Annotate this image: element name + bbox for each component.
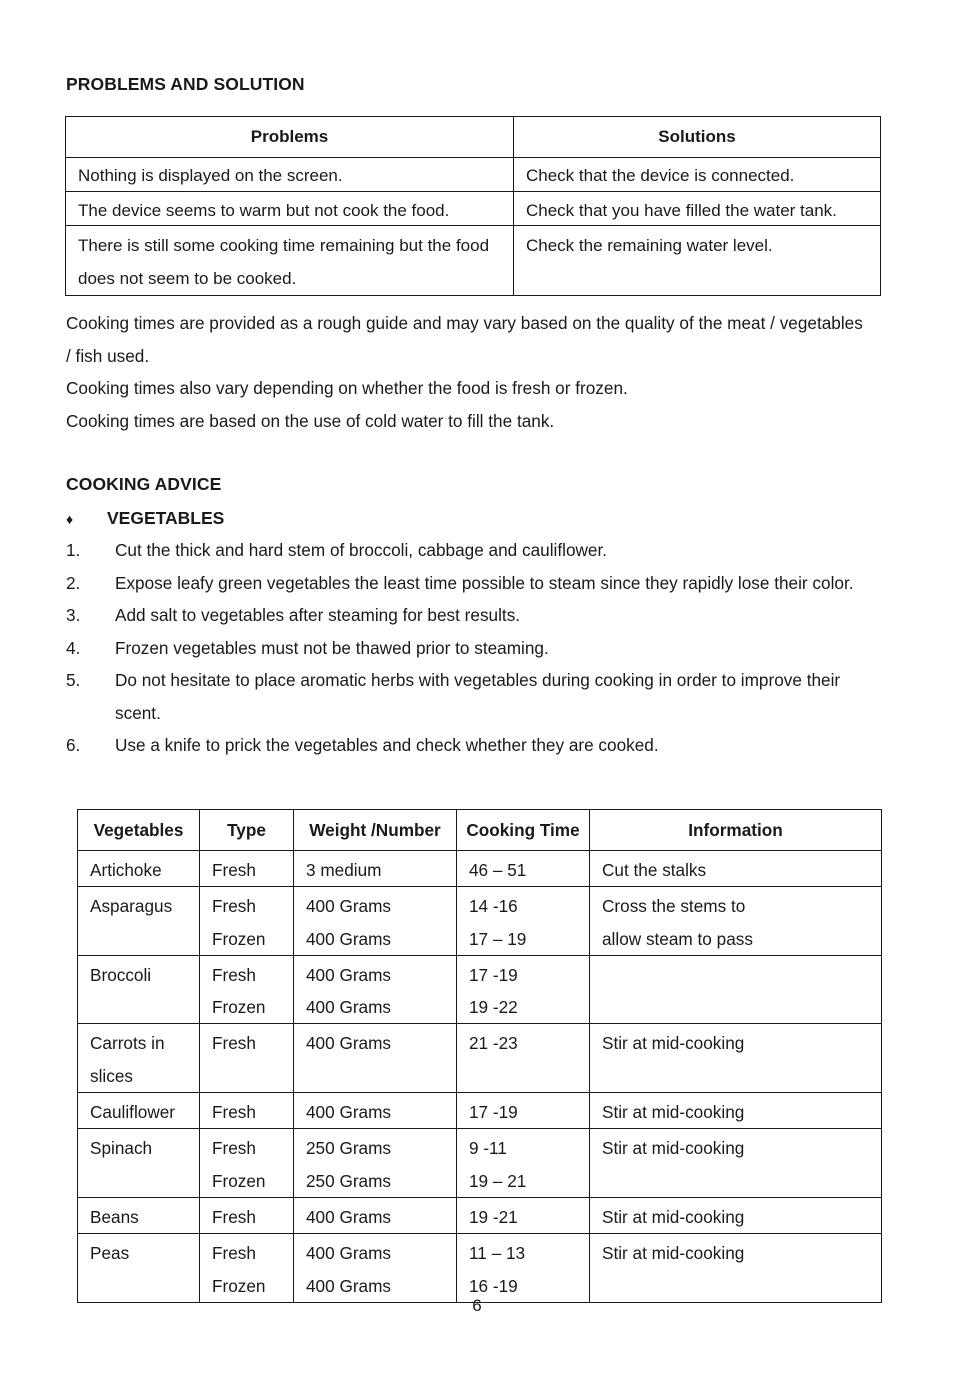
type-cell (200, 955, 294, 1024)
vegetable-cell (78, 1197, 200, 1233)
weight-cell-line: 250 Grams (306, 1138, 392, 1159)
information-cell-line: Cross the stems to (602, 896, 746, 917)
weight-cell (294, 1197, 457, 1233)
cooking-time-cell-line: 17 – 19 (469, 928, 527, 949)
table-row (78, 1197, 882, 1233)
vegetable-cell (78, 1234, 200, 1303)
vegetable-cell-line: Beans (90, 1206, 139, 1227)
information-cell-line: Stir at mid-cooking (602, 1102, 745, 1123)
list-number: 1. (66, 540, 81, 560)
problem-cell: The device seems to warm but not cook the food. (66, 192, 514, 226)
weight-cell (294, 851, 457, 887)
vegetable-cell (78, 851, 200, 887)
weight-cell-line: 400 Grams (306, 896, 392, 917)
intro-line: Cooking times are provided as a rough guide and may vary based on the quality of the meat / vegetables / fish used. (66, 313, 863, 366)
problem-cell: There is still some cooking time remaining but the food does not seem to be cooked. (66, 226, 514, 296)
table-row (78, 851, 882, 887)
list-item (66, 729, 886, 762)
table-row (78, 1024, 882, 1093)
type-cell (200, 1024, 294, 1093)
list-number: 5. (66, 670, 81, 690)
table-row (78, 887, 882, 956)
table-row (78, 1093, 882, 1129)
solution-cell: Check that the device is connected. (514, 158, 881, 192)
weight-cell-line: 400 Grams (306, 1102, 392, 1123)
information-cell (590, 1197, 882, 1233)
cooking-time-cell-line: 21 -23 (469, 1033, 518, 1054)
weight-column-header: Weight /Number (294, 810, 457, 851)
type-cell-line: Fresh (212, 1206, 256, 1227)
table-row (66, 158, 881, 192)
vegetable-cell (78, 955, 200, 1024)
list-text: Cut the thick and hard stem of broccoli, cabbage and cauliflower. (115, 540, 608, 560)
information-cell (590, 1093, 882, 1129)
weight-cell (294, 1024, 457, 1093)
cooking-time-cell (457, 887, 590, 956)
cooking-time-cell (457, 955, 590, 1024)
table-row (66, 192, 881, 226)
weight-cell-line: 400 Grams (306, 964, 392, 985)
list-number: 2. (66, 572, 81, 593)
type-cell-line: Frozen (212, 997, 266, 1018)
type-column-header: Type (200, 810, 294, 851)
information-column-header: Information (590, 810, 882, 851)
type-cell (200, 1093, 294, 1129)
type-cell (200, 887, 294, 956)
vegetable-cell-line: Carrots in (90, 1033, 165, 1054)
list-number: 6. (66, 735, 81, 755)
weight-cell-line: 3 medium (306, 860, 382, 880)
vegetable-cell-line: Asparagus (90, 896, 173, 917)
solutions-column-header: Solutions (514, 117, 881, 158)
weight-cell (294, 955, 457, 1024)
weight-cell (294, 887, 457, 956)
information-cell-line: Cut the stalks (602, 860, 707, 880)
information-cell-line: allow steam to pass (602, 928, 753, 949)
information-cell-line: Stir at mid-cooking (602, 1206, 745, 1227)
advice-list (66, 534, 886, 762)
cooking-time-cell-line: 19 -22 (469, 997, 518, 1018)
vegetables-column-header: Vegetables (78, 810, 200, 851)
list-text: Add salt to vegetables after steaming for best results. (115, 605, 521, 625)
list-text: Frozen vegetables must not be thawed prior to steaming. (115, 637, 549, 658)
problems-heading: PROBLEMS AND SOLUTION (66, 74, 305, 94)
vegetables-table (77, 809, 882, 1303)
vegetables-table-header (78, 810, 882, 851)
cooking-time-cell-line: 11 – 13 (469, 1243, 526, 1264)
vegetable-cell-line: slices (90, 1065, 133, 1086)
information-cell (590, 1129, 882, 1198)
information-cell (590, 851, 882, 887)
vegetable-cell (78, 887, 200, 956)
information-cell (590, 1024, 882, 1093)
list-item (66, 534, 886, 567)
weight-cell-line: 400 Grams (306, 997, 392, 1018)
problems-column-header: Problems (66, 117, 514, 158)
type-cell-line: Fresh (212, 896, 256, 917)
list-text: Expose leafy green vegetables the least time possible to steam since they rapidly lose their color. (115, 572, 854, 593)
table-row (78, 1129, 882, 1198)
weight-cell-line: 250 Grams (306, 1170, 392, 1191)
list-number: 3. (66, 605, 81, 625)
weight-cell-line: 400 Grams (306, 1243, 392, 1264)
information-cell-line: Stir at mid-cooking (602, 1243, 745, 1264)
table-row (78, 1234, 882, 1303)
solution-cell: Check that you have filled the water tank. (514, 192, 881, 226)
weight-cell-line: 400 Grams (306, 928, 392, 949)
vegetables-subheading: VEGETABLES (107, 508, 225, 528)
cooking-time-cell-line: 17 -19 (469, 1102, 518, 1123)
cooking-time-cell-line: 19 -21 (469, 1206, 518, 1227)
cooking-time-cell (457, 1129, 590, 1198)
type-cell-line: Frozen (212, 1275, 266, 1296)
type-cell-line: Fresh (212, 860, 256, 880)
weight-cell (294, 1234, 457, 1303)
intro-paragraphs (66, 307, 866, 437)
cooking-time-cell (457, 1093, 590, 1129)
information-cell (590, 887, 882, 956)
cooking-advice-heading: COOKING ADVICE (66, 474, 222, 494)
cooking-time-cell (457, 1197, 590, 1233)
type-cell (200, 1197, 294, 1233)
list-text: Do not hesitate to place aromatic herbs with vegetables during cooking in order to improve their scent. (115, 670, 841, 723)
information-cell (590, 1234, 882, 1303)
diamond-bullet-icon: ♦ (66, 511, 74, 527)
weight-cell (294, 1129, 457, 1198)
type-cell (200, 851, 294, 887)
cooking-time-column-header: Cooking Time (457, 810, 590, 851)
type-cell-line: Fresh (212, 1138, 256, 1159)
vegetable-cell-line: Spinach (90, 1138, 153, 1159)
problem-cell: Nothing is displayed on the screen. (66, 158, 514, 192)
cooking-time-cell-line: 9 -11 (469, 1138, 507, 1159)
intro-line: Cooking times are based on the use of cold water to fill the tank. (66, 410, 555, 431)
weight-cell-line: 400 Grams (306, 1033, 392, 1054)
list-item (66, 632, 886, 665)
solution-cell: Check the remaining water level. (514, 226, 881, 296)
problems-table (65, 116, 881, 296)
cooking-time-cell-line: 19 – 21 (469, 1170, 527, 1191)
list-number: 4. (66, 637, 81, 658)
intro-line: Cooking times also vary depending on whether the food is fresh or frozen. (66, 378, 628, 398)
list-item (66, 567, 886, 600)
page-number: 6 (472, 1296, 482, 1315)
type-cell-line: Fresh (212, 1102, 256, 1123)
table-row (66, 226, 881, 296)
vegetable-cell-line: Cauliflower (90, 1102, 176, 1123)
type-cell-line: Frozen (212, 928, 266, 949)
vegetable-cell-line: Broccoli (90, 964, 152, 985)
vegetables-table-body (78, 851, 882, 1303)
type-cell (200, 1234, 294, 1303)
cooking-time-cell (457, 1024, 590, 1093)
cooking-time-cell (457, 851, 590, 887)
type-cell-line: Fresh (212, 1033, 256, 1054)
type-cell-line: Fresh (212, 1243, 256, 1264)
type-cell-line: Frozen (212, 1170, 266, 1191)
list-item (66, 664, 886, 729)
type-cell (200, 1129, 294, 1198)
list-text: Use a knife to prick the vegetables and check whether they are cooked. (115, 735, 659, 755)
list-item (66, 599, 886, 632)
vegetable-cell-line: Artichoke (90, 860, 162, 880)
information-cell-line: Stir at mid-cooking (602, 1138, 745, 1159)
problems-table-header (66, 117, 881, 158)
vegetable-cell (78, 1093, 200, 1129)
information-cell-line: Stir at mid-cooking (602, 1033, 745, 1054)
cooking-time-cell-line: 17 -19 (469, 964, 518, 985)
vegetable-cell (78, 1129, 200, 1198)
information-cell (590, 955, 882, 1024)
type-cell-line: Fresh (212, 964, 256, 985)
cooking-time-cell-line: 46 – 51 (469, 860, 527, 880)
vegetable-cell (78, 1024, 200, 1093)
table-row (78, 955, 882, 1024)
cooking-time-cell-line: 14 -16 (469, 896, 518, 917)
weight-cell-line: 400 Grams (306, 1275, 392, 1296)
weight-cell-line: 400 Grams (306, 1206, 392, 1227)
cooking-time-cell (457, 1234, 590, 1303)
weight-cell (294, 1093, 457, 1129)
vegetable-cell-line: Peas (90, 1243, 130, 1264)
cooking-time-cell-line: 16 -19 (469, 1275, 518, 1296)
